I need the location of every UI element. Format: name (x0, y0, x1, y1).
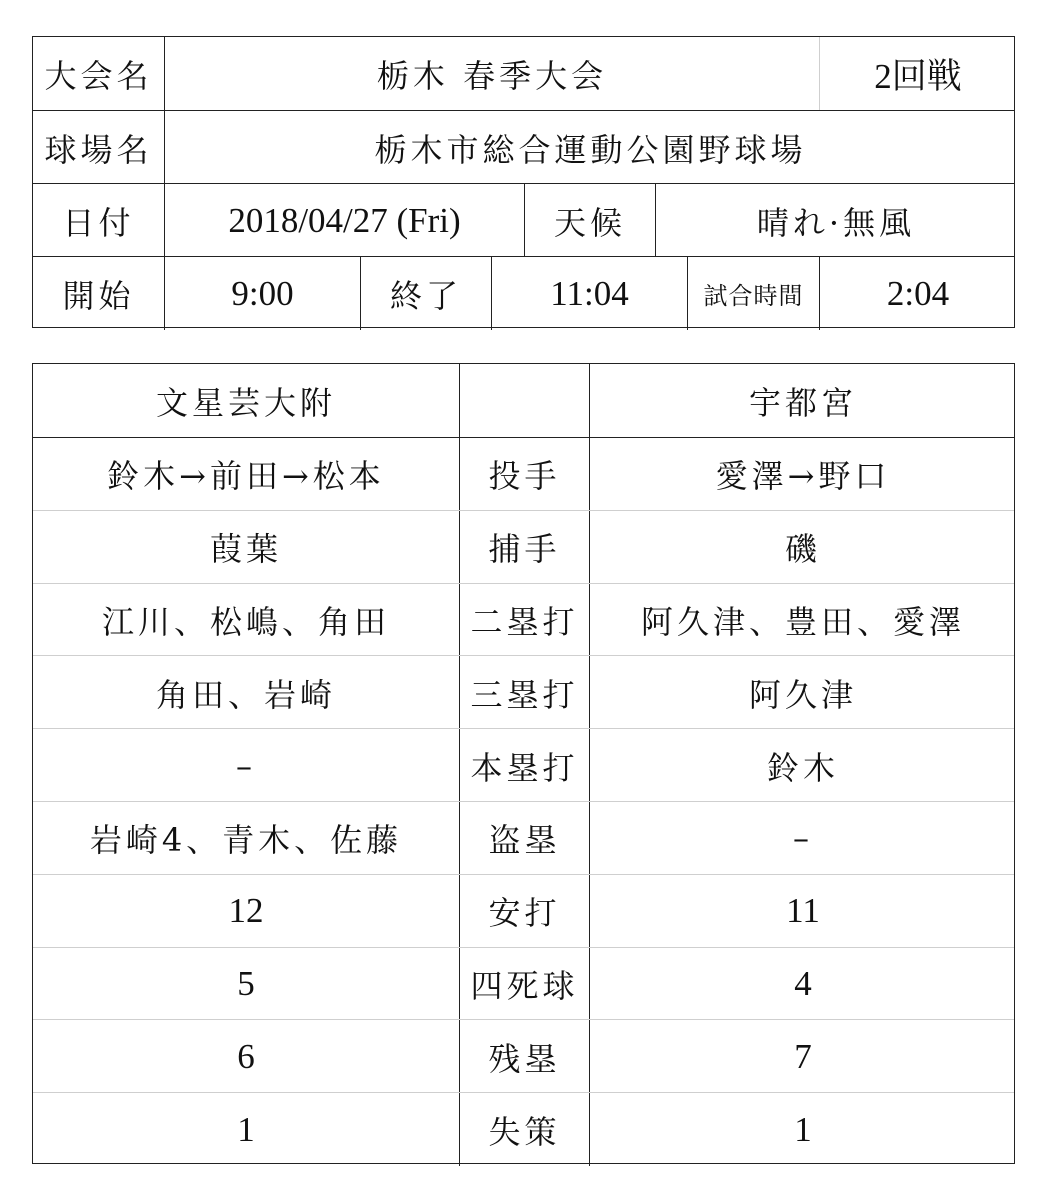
stat-row (33, 947, 1014, 1021)
stat-away-value: 4 (589, 948, 1016, 1021)
stat-away-value: 1 (589, 1093, 1016, 1166)
tournament-label: 大会名 (44, 56, 153, 95)
stat-row (33, 1092, 1014, 1166)
stat-away-value: 愛澤→野口 (589, 438, 1016, 511)
end-label: 終了 (360, 257, 491, 330)
stat-row (33, 437, 1014, 511)
stats-table (32, 363, 1015, 1164)
game-info-table (32, 36, 1015, 328)
stadium-label: 球場名 (44, 130, 153, 169)
stat-away-value: 阿久津、豊田、愛澤 (589, 584, 1016, 657)
date-value: 2018/04/27 (Fri) (164, 184, 524, 257)
stadium-name: 栃木市総合運動公園野球場 (164, 111, 1016, 184)
stat-label: 三塁打 (459, 656, 589, 729)
stat-row (33, 655, 1014, 729)
stat-row (33, 510, 1014, 584)
stat-home-value: 鈴木→前田→松本 (107, 457, 385, 496)
tournament-row (33, 37, 1014, 110)
stat-away-value: 磯 (589, 511, 1016, 584)
stat-home-value: 江川、松嶋、角田 (101, 602, 390, 641)
time-row (33, 256, 1014, 330)
duration-value: 2:04 (819, 257, 1016, 330)
stat-home-value: 12 (228, 891, 264, 931)
stat-label: 投手 (459, 438, 589, 511)
stat-home-value: 5 (237, 963, 255, 1003)
team-home-name: 文星芸大附 (155, 383, 336, 422)
stat-label: 安打 (459, 875, 589, 948)
stat-home-value: 1 (237, 1109, 255, 1149)
tournament-name: 栃木 春季大会 (164, 37, 819, 110)
date-row (33, 183, 1014, 257)
stat-home-value: 角田、岩崎 (155, 675, 336, 714)
duration-label: 試合時間 (687, 257, 819, 330)
weather-label: 天候 (524, 184, 655, 257)
stat-row (33, 874, 1014, 948)
stadium-row (33, 110, 1014, 184)
stat-away-value: 阿久津 (589, 656, 1016, 729)
stat-away-value: – (589, 802, 1016, 875)
end-time: 11:04 (491, 257, 687, 330)
stat-row (33, 1019, 1014, 1093)
round: 2回戦 (819, 37, 1016, 110)
stat-label: 四死球 (459, 948, 589, 1021)
stat-label: 捕手 (459, 511, 589, 584)
stat-label: 失策 (459, 1093, 589, 1166)
stat-row (33, 801, 1014, 875)
stat-label: 残塁 (459, 1020, 589, 1093)
stat-home-value: – (236, 746, 256, 785)
team-away-name: 宇都宮 (589, 364, 1016, 437)
stat-row (33, 583, 1014, 657)
weather-value: 晴れ·無風 (655, 184, 1016, 257)
team-header-spacer (459, 364, 589, 437)
start-time: 9:00 (164, 257, 360, 330)
date-label: 日付 (62, 203, 135, 242)
stat-home-value: 葭葉 (209, 530, 282, 569)
team-header-row (33, 364, 1014, 437)
start-label: 開始 (62, 276, 135, 315)
stat-home-value: 6 (237, 1036, 255, 1076)
stat-away-value: 11 (589, 875, 1016, 948)
stat-away-value: 7 (589, 1020, 1016, 1093)
stat-label: 二塁打 (459, 584, 589, 657)
stat-away-value: 鈴木 (589, 729, 1016, 802)
stat-home-value: 岩崎4、青木、佐藤 (89, 821, 403, 860)
stat-label: 本塁打 (459, 729, 589, 802)
stat-label: 盗塁 (459, 802, 589, 875)
stat-row (33, 728, 1014, 802)
